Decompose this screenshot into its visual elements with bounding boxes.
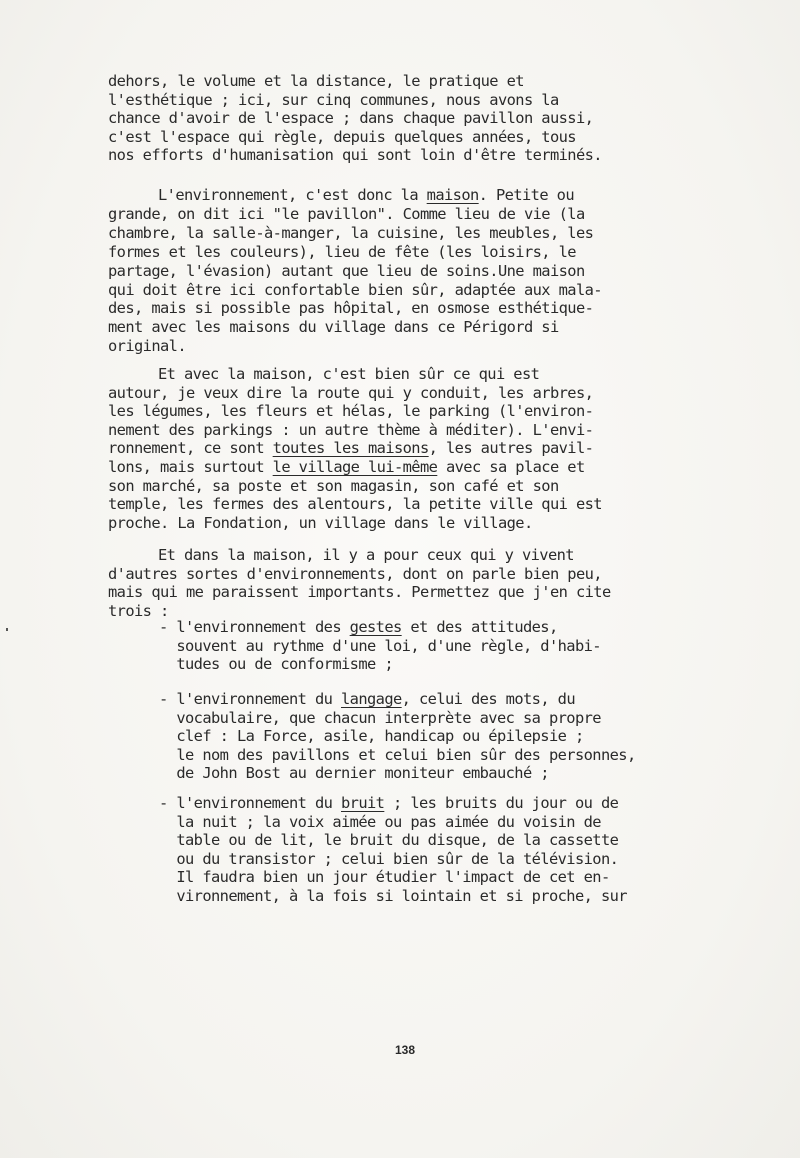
text-segment: des, mais si possible pas hôpital, en osmose esthétique- <box>108 299 594 317</box>
text-line <box>108 281 602 299</box>
text-segment: ; les bruits du jour ou de <box>384 794 619 812</box>
text-segment: proche. La Fondation, un village dans le village. <box>108 514 533 532</box>
text-line <box>108 205 585 223</box>
text-line <box>108 243 576 261</box>
text-segment: l'esthétique ; ici, sur cinq communes, nous avons la <box>108 91 559 109</box>
text-segment: , les autres pavil- <box>428 439 594 457</box>
text-segment: temple, les fermes des alentours, la petite ville qui est <box>108 495 602 513</box>
text-line <box>108 384 593 402</box>
text-line <box>108 91 559 109</box>
text-segment: , celui des mots, du <box>401 690 575 708</box>
margin-mark <box>6 628 8 631</box>
text-segment: trois : <box>108 602 169 620</box>
text-segment: Et dans la maison, il y a pour ceux qui y vivent <box>158 546 574 564</box>
text-segment: L'environnement, c'est donc la <box>158 186 427 204</box>
text-line <box>159 655 393 673</box>
text-segment: dehors, le volume et la distance, le pratique et <box>108 72 524 90</box>
text-line <box>108 583 611 601</box>
text-segment: d'autres sortes d'environnements, dont on parle bien peu, <box>108 565 602 583</box>
text-segment: souvent au rythme d'une loi, d'une règle, d'habi- <box>159 637 601 655</box>
text-segment: formes et les couleurs), lieu de fête (les loisirs, le <box>108 243 576 261</box>
text-segment: mais qui me paraissent importants. Permettez que j'en cite <box>108 583 611 601</box>
text-line <box>159 831 618 849</box>
text-segment: chambre, la salle-à-manger, la cuisine, les meubles, les <box>108 224 594 242</box>
text-segment: c'est l'espace qui règle, depuis quelques années, tous <box>108 128 576 146</box>
text-segment: tudes ou de conformisme ; <box>159 655 393 673</box>
text-segment: - l'environnement des <box>159 618 350 636</box>
text-segment: Et avec la maison, c'est bien sûr ce qui est <box>158 365 540 383</box>
text-segment: son marché, sa poste et son magasin, son café et son <box>108 477 559 495</box>
text-line <box>108 109 593 127</box>
text-line <box>108 337 186 355</box>
text-line <box>159 850 618 868</box>
text-line <box>159 868 610 886</box>
text-segment: original. <box>108 337 186 355</box>
text-line <box>108 565 602 583</box>
text-line <box>159 709 601 727</box>
text-segment: clef : La Force, asile, handicap ou épilepsie ; <box>159 727 584 745</box>
text-segment: de John Bost au dernier moniteur embauché ; <box>159 764 549 782</box>
text-segment: ronnement, ce sont <box>108 439 273 457</box>
text-line <box>158 186 574 204</box>
text-segment: grande, on dit ici "le pavillon". Comme lieu de vie (la <box>108 205 585 223</box>
text-line <box>108 262 585 280</box>
text-line <box>108 146 602 164</box>
text-line <box>108 495 602 513</box>
text-segment: avec sa place et <box>437 458 585 476</box>
text-segment: - l'environnement du <box>159 794 341 812</box>
underlined-text: toutes les maisons <box>272 439 429 457</box>
text-line <box>159 727 584 745</box>
text-line <box>159 637 601 655</box>
text-line <box>159 746 636 764</box>
text-segment: . Petite ou <box>478 186 574 204</box>
text-line <box>159 887 627 905</box>
text-line <box>159 764 549 782</box>
text-segment: table ou de lit, le bruit du disque, de la cassette <box>159 831 619 849</box>
underlined-text: maison <box>426 186 479 204</box>
text-segment: vocabulaire, que chacun interprète avec sa propre <box>159 709 601 727</box>
text-segment: le nom des pavillons et celui bien sûr des personnes, <box>159 746 636 764</box>
text-segment: nos efforts d'humanisation qui sont loin d'être terminés. <box>108 146 602 164</box>
underlined-text: langage <box>341 690 402 708</box>
text-segment: Il faudra bien un jour étudier l'impact de cet en- <box>159 868 610 886</box>
text-segment: ment avec les maisons du village dans ce Périgord si <box>108 318 559 336</box>
text-line <box>159 618 558 636</box>
text-segment: et des attitudes, <box>401 618 558 636</box>
text-segment: vironnement, à la fois si lointain et si proche, sur <box>159 887 627 905</box>
text-line <box>158 546 574 564</box>
text-segment: qui doit être ici confortable bien sûr, adaptée aux mala- <box>108 281 602 299</box>
underlined-text: gestes <box>349 618 402 636</box>
text-line <box>108 224 593 242</box>
text-line <box>108 299 593 317</box>
underlined-text: le village lui-même <box>272 458 438 476</box>
text-segment: - l'environnement du <box>159 690 341 708</box>
text-line <box>159 813 601 831</box>
text-segment: ou du transistor ; celui bien sûr de la télévision. <box>159 850 619 868</box>
text-line <box>108 477 559 495</box>
text-line <box>108 318 559 336</box>
text-line <box>108 402 593 420</box>
text-line <box>158 365 539 383</box>
underlined-text: bruit <box>341 794 385 812</box>
text-line <box>108 439 593 457</box>
text-line <box>108 458 585 476</box>
text-line <box>108 421 593 439</box>
text-line <box>108 128 576 146</box>
text-segment: autour, je veux dire la route qui y conduit, les arbres, <box>108 384 594 402</box>
text-segment: la nuit ; la voix aimée ou pas aimée du voisin de <box>159 813 601 831</box>
text-line <box>108 514 533 532</box>
text-line <box>108 72 524 90</box>
text-segment: nement des parkings : un autre thème à méditer). L'envi- <box>108 421 594 439</box>
text-line <box>159 794 618 812</box>
text-segment: les légumes, les fleurs et hélas, le parking (l'environ- <box>108 402 594 420</box>
text-line <box>159 690 575 708</box>
text-segment: partage, l'évasion) autant que lieu de soins.Une maison <box>108 262 585 280</box>
page-number: 138 <box>395 1043 416 1057</box>
text-segment: chance d'avoir de l'espace ; dans chaque pavillon aussi, <box>108 109 594 127</box>
text-segment: lons, mais surtout <box>108 458 273 476</box>
